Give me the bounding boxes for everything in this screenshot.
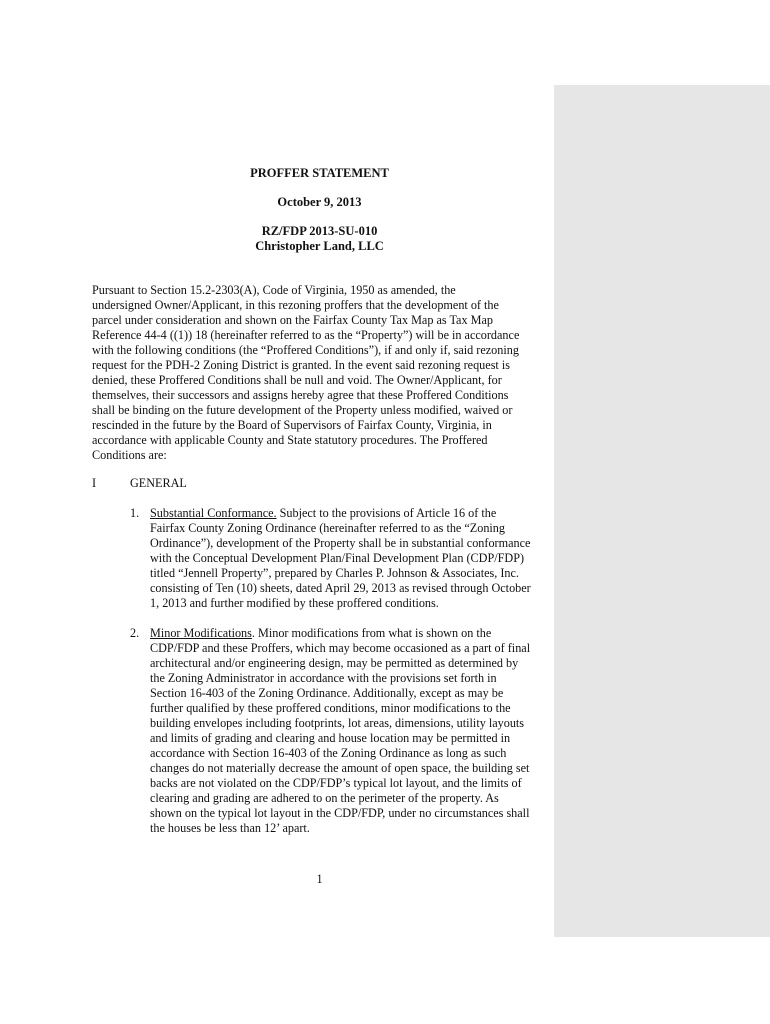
intro-paragraph: Pursuant to Section 15.2-2303(A), Code of Virginia, 1950 as amended, the undersigned Owner/Applicant, in this rezoning proffers that the development of the parcel under consideration and shown on the Fairfax County Tax Map as Tax Map Reference 44-4 ((1)) 18 (hereinafter referred to as the “Property”) will be in accordance with the following conditions (the “Proffered Conditions”), if and only if, said rezoning request for the PDH-2 Zoning District is granted. In the event said rezoning request is denied, these Proffered Conditions shall be null and void. The Owner/Applicant, for themselves, their successors and assigns hereby agree that these Proffered Conditions shall be binding on the future development of the Property unless modified, waived or rescinded in the future by the Board of Supervisors of Fairfax County, Virginia, in accordance with applicable County and State statutory procedures. The Proffered Conditions are: bbox=[92, 283, 520, 462]
document-title: PROFFER STATEMENT bbox=[250, 166, 389, 180]
list-item-body bbox=[150, 626, 570, 836]
list-item-number: 1. bbox=[130, 506, 140, 520]
list-item-heading: Substantial Conformance. bbox=[150, 506, 277, 520]
page-number: 1 bbox=[316, 872, 323, 886]
list-item-body bbox=[150, 506, 570, 611]
list-item-heading: Minor Modifications bbox=[150, 626, 252, 640]
list-item-text: . Minor modifications from what is shown on the CDP/FDP and these Proffers, which may become occasioned as a part of final architectural and/or engineering design, may be permitted as determined by the Zoning Administrator in accordance with the provisions set forth in Section 16-403 of the Zoning Ordinance. Additionally, except as may be further qualified by these proffered conditions, minor modifications to the building envelopes including footprints, lot areas, dimensions, utility layouts and limits of grading and clearing and house location may be permitted in accordance with Section 16-403 of the Zoning Ordinance as long as such changes do not materially decrease the amount of open space, the building set backs are not violated on the CDP/FDP’s typical lot layout, and the limits of clearing and grading are adhered to on the perimeter of the property. As shown on the typical lot layout in the CDP/FDP, under no circumstances shall the houses be less than 12’ apart. bbox=[150, 626, 531, 835]
list-item-number: 2. bbox=[130, 626, 140, 640]
case-number: RZ/FDP 2013-SU-010 bbox=[261, 224, 378, 238]
section-label: GENERAL bbox=[130, 476, 187, 490]
comment-pane bbox=[554, 85, 770, 937]
applicant-name: Christopher Land, LLC bbox=[255, 239, 384, 253]
section-number: I bbox=[92, 476, 97, 490]
document-date: October 9, 2013 bbox=[277, 195, 362, 209]
list-item-text: Subject to the provisions of Article 16 of the Fairfax County Zoning Ordinance (hereinafter referred to as the “Zoning Ordinance”), development of the Property shall be in substantial conformance with the Conceptual Development Plan/Final Development Plan (CDP/FDP) titled “Jennell Property”, prepared by Charles P. Johnson & Associates, Inc. consisting of Ten (10) sheets, dated April 29, 2013 as revised through October 1, 2013 and further modified by these proffered conditions. bbox=[150, 506, 531, 610]
